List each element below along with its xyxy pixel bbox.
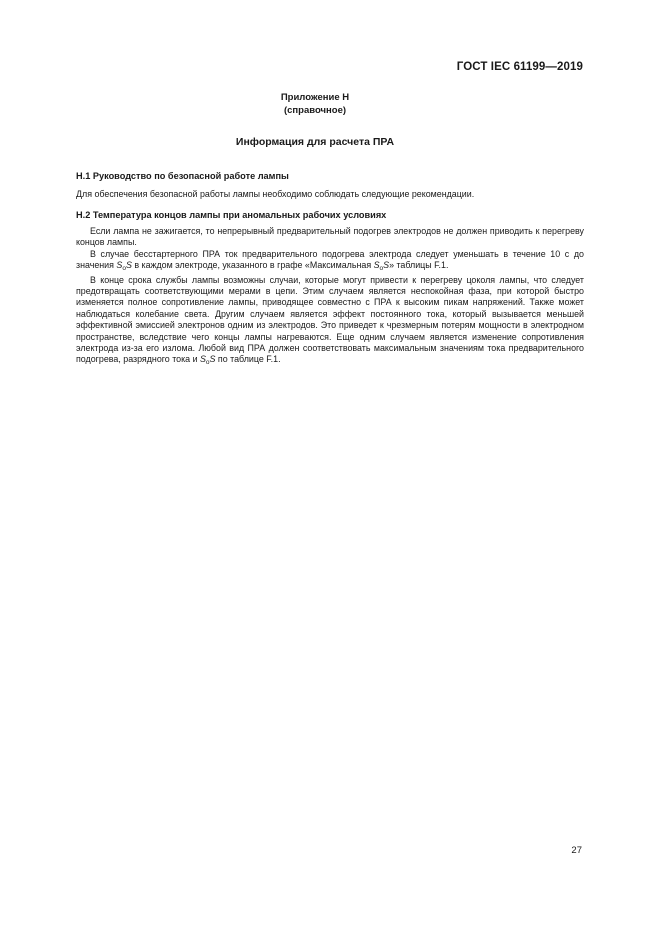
section-1-text: Для обеспечения безопасной работы лампы необходимо соблюдать следующие рекомендации.: [76, 189, 475, 199]
paragraph-2-part-b: в каждом электроде, указанного в графе «Максимальная: [131, 260, 374, 271]
appendix-heading: [0, 92, 630, 117]
paragraph-2-part-c: » таблицы F.1.: [389, 260, 449, 271]
section-2-body: [76, 226, 584, 369]
symbol-sos: $S_oS$: [116, 260, 132, 273]
paragraph-3-part-a: В конце срока службы лампы возможны случаи, которые могут привести к перегреву цоколя лампы, что следует предотвращать соответствующими мерами в цепи. Этим случаем является неспокойная фаза, при которой быстро изменяется полное сопротивление лампы, приводящее совместно с ПРА к высоким пикам напряжений. Также может наблюдаться колебание света. Другим случаем является эффект постоянного тока, который вызывается меньшей эффективной эмиссией электронов одним из электродов. Это приведет к чрезмерным потерям мощности в электродном пространстве, вследствие чего концы лампы нагреваются. Еще одним случаем является изменение сопротивления электрода из-за его излома. Любой вид ПРА должен соответствовать максимальным значениям тока предварительного подогрева, разрядного тока и: [76, 274, 584, 365]
symbol-sos: $S_oS$: [373, 260, 390, 273]
paragraph-1: Если лампа не зажигается, то непрерывный предварительный подогрев электродов не должен приводить к перегреву концов лампы.: [76, 226, 584, 248]
appendix-label: Приложение Н: [280, 92, 350, 103]
page-number: 27: [571, 845, 582, 856]
standard-code: ГОСТ IEC 61199—2019: [456, 61, 583, 73]
paragraph-3: [76, 275, 584, 369]
paragraph-2-part-a: В случае бесстартерного ПРА ток предварительного подогрева электрода следует уменьшать в течение 10 с до значения: [76, 248, 584, 271]
section-2-heading: Н.2 Температура концов лампы при аномальных рабочих условиях: [76, 210, 387, 220]
page-title: Информация для расчета ПРА: [235, 136, 395, 148]
section-1-heading: Н.1 Руководство по безопасной работе лампы: [76, 171, 289, 181]
appendix-type: (справочное): [283, 104, 347, 116]
paragraph-2: [76, 249, 584, 275]
paragraph-3-part-b: по таблице F.1.: [215, 354, 281, 365]
symbol-sos: $S_oS$: [200, 354, 216, 367]
